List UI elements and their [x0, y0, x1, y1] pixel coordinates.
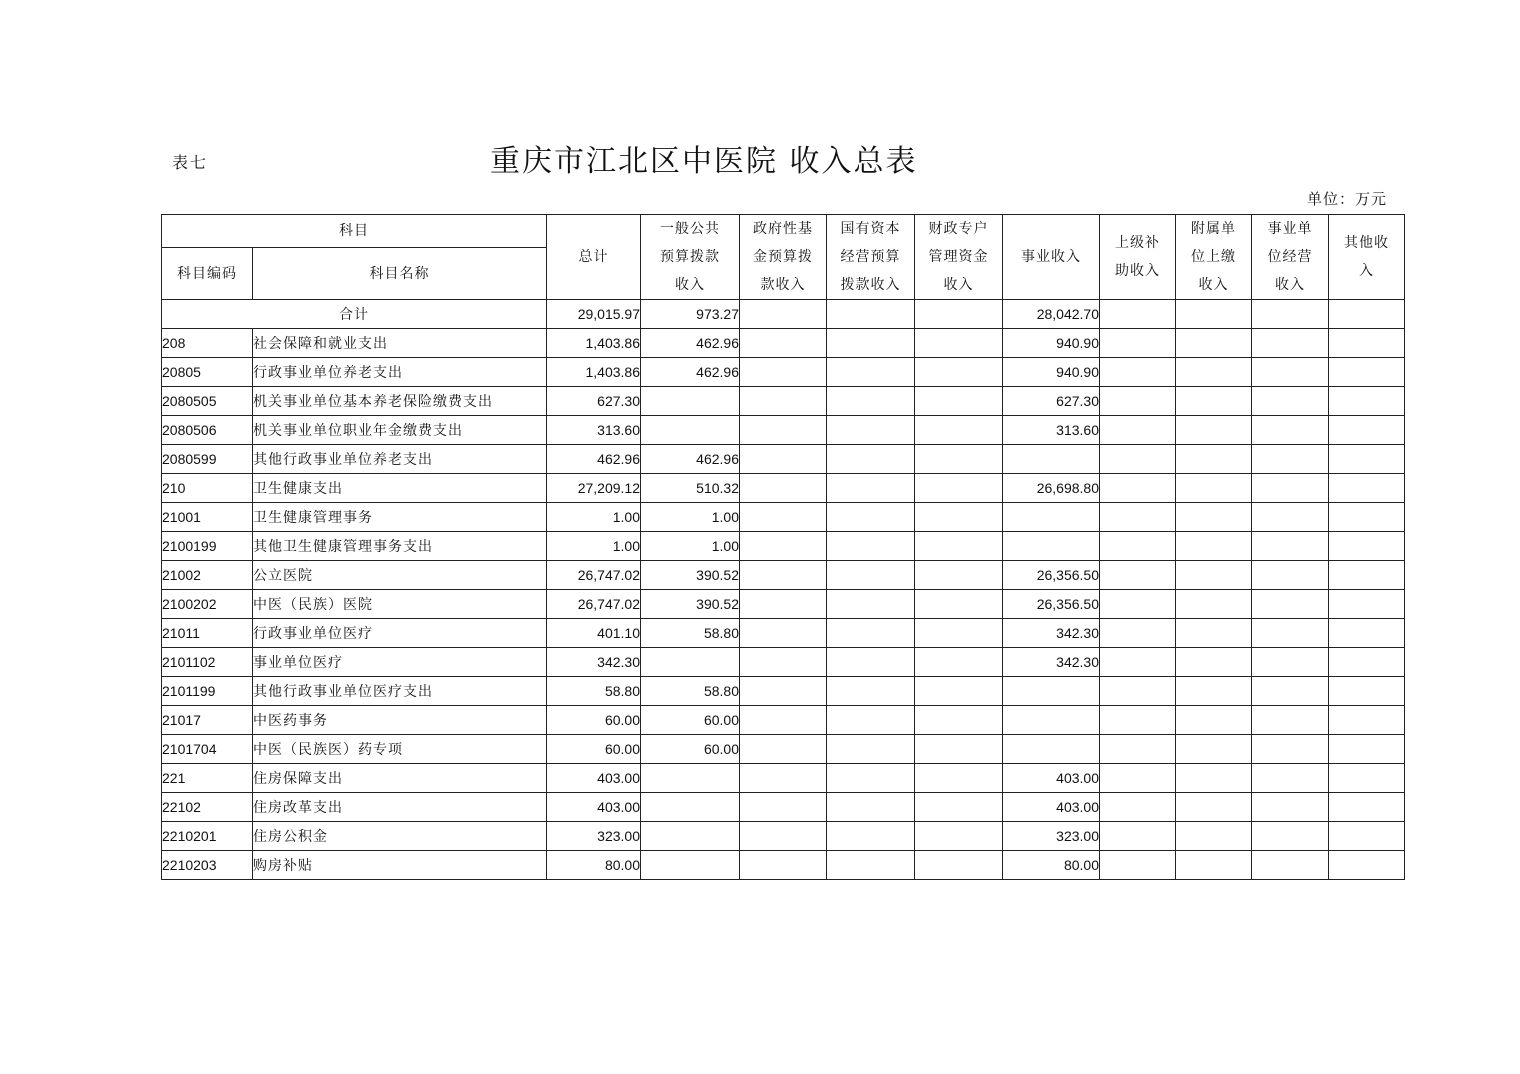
cell-operation [1252, 735, 1329, 764]
cell-business: 342.30 [1003, 648, 1100, 677]
cell-affiliated [1176, 474, 1252, 503]
subject-name-cell: 社会保障和就业支出 [253, 329, 547, 358]
cell-operation [1252, 706, 1329, 735]
cell-gov-fund [740, 735, 827, 764]
cell-total: 1,403.86 [547, 329, 641, 358]
cell-superior-subsidy [1100, 329, 1176, 358]
cell-operation [1252, 416, 1329, 445]
header-total: 总计 [547, 215, 641, 300]
cell-other [1329, 474, 1405, 503]
subject-code-cell: 2101704 [162, 735, 253, 764]
cell-special-fund [915, 445, 1003, 474]
subject-name-cell: 住房保障支出 [253, 764, 547, 793]
cell-general-budget: 390.52 [641, 561, 740, 590]
header-line: 收入 [1275, 277, 1305, 293]
header-line: 财政专户 [928, 221, 989, 237]
cell-other [1329, 590, 1405, 619]
cell-superior-subsidy [1100, 677, 1176, 706]
cell-state-capital [827, 329, 915, 358]
cell-operation [1252, 561, 1329, 590]
cell-state-capital [827, 474, 915, 503]
cell-special-fund [915, 532, 1003, 561]
subject-code-cell: 2100199 [162, 532, 253, 561]
cell-other [1329, 648, 1405, 677]
cell-general-budget [641, 387, 740, 416]
header-line: 经营预算 [840, 249, 901, 265]
header-business: 事业收入 [1003, 215, 1100, 300]
cell-superior-subsidy [1100, 358, 1176, 387]
table-row [162, 358, 1405, 387]
header-line: 拨款收入 [840, 277, 901, 293]
cell-business: 342.30 [1003, 619, 1100, 648]
cell-gov-fund [740, 648, 827, 677]
cell-state-capital [827, 677, 915, 706]
cell-other [1329, 677, 1405, 706]
cell-general-budget: 510.32 [641, 474, 740, 503]
cell-state-capital [827, 561, 915, 590]
header-superior-subsidy [1100, 215, 1176, 300]
cell-state-capital [827, 735, 915, 764]
cell-general-budget: 1.00 [641, 532, 740, 561]
cell-other [1329, 387, 1405, 416]
cell-superior-subsidy [1100, 822, 1176, 851]
cell-gov-fund [740, 532, 827, 561]
subject-name-cell: 住房公积金 [253, 822, 547, 851]
table-row [162, 793, 1405, 822]
cell-affiliated [1176, 329, 1252, 358]
cell-affiliated [1176, 735, 1252, 764]
cell-state-capital [827, 532, 915, 561]
cell-other [1329, 329, 1405, 358]
report-title: 重庆市江北区中医院 收入总表 [490, 144, 918, 179]
cell-state-capital [827, 793, 915, 822]
cell-special-fund [915, 503, 1003, 532]
cell-business [1003, 532, 1100, 561]
cell-operation [1252, 822, 1329, 851]
cell-other [1329, 706, 1405, 735]
cell-superior-subsidy [1100, 735, 1176, 764]
subject-name-cell: 事业单位医疗 [253, 648, 547, 677]
header-affiliated [1176, 215, 1252, 300]
cell-general-budget: 60.00 [641, 735, 740, 764]
cell-gov-fund [740, 474, 827, 503]
cell-business: 26,698.80 [1003, 474, 1100, 503]
subject-name-cell: 卫生健康管理事务 [253, 503, 547, 532]
subject-name-cell: 行政事业单位医疗 [253, 619, 547, 648]
header-line: 金预算拨 [753, 249, 813, 265]
table-row [162, 445, 1405, 474]
cell-general-budget: 58.80 [641, 619, 740, 648]
subject-name-cell: 中医（民族）医院 [253, 590, 547, 619]
cell-general-budget: 58.80 [641, 677, 740, 706]
total-cell-general-budget: 973.27 [641, 300, 740, 329]
total-cell-business: 28,042.70 [1003, 300, 1100, 329]
header-line: 收入 [675, 277, 705, 293]
header-line: 一般公共 [660, 221, 720, 237]
cell-affiliated [1176, 445, 1252, 474]
header-state-capital [827, 215, 915, 300]
header-line: 事业单 [1267, 221, 1313, 237]
cell-superior-subsidy [1100, 416, 1176, 445]
cell-gov-fund [740, 851, 827, 880]
cell-special-fund [915, 387, 1003, 416]
cell-special-fund [915, 561, 1003, 590]
total-cell-gov-fund [740, 300, 827, 329]
cell-business: 403.00 [1003, 793, 1100, 822]
cell-gov-fund [740, 416, 827, 445]
cell-business: 940.90 [1003, 329, 1100, 358]
header-line: 位经营 [1267, 249, 1313, 265]
subject-code-cell: 2100202 [162, 590, 253, 619]
cell-state-capital [827, 764, 915, 793]
header-line: 位上缴 [1191, 249, 1236, 265]
cell-operation [1252, 358, 1329, 387]
subject-code-cell: 2101102 [162, 648, 253, 677]
total-cell-superior-subsidy [1100, 300, 1176, 329]
subject-name-cell: 其他行政事业单位医疗支出 [253, 677, 547, 706]
cell-gov-fund [740, 619, 827, 648]
cell-operation [1252, 329, 1329, 358]
subject-code-cell: 2101199 [162, 677, 253, 706]
header-name: 科目名称 [253, 248, 547, 300]
total-cell-special-fund [915, 300, 1003, 329]
cell-operation [1252, 503, 1329, 532]
cell-state-capital [827, 648, 915, 677]
subject-code-cell: 221 [162, 764, 253, 793]
cell-gov-fund [740, 387, 827, 416]
subject-name-cell: 机关事业单位基本养老保险缴费支出 [253, 387, 547, 416]
subject-code-cell: 21017 [162, 706, 253, 735]
cell-general-budget [641, 851, 740, 880]
header-line: 款收入 [760, 277, 806, 293]
header-line: 收入 [943, 277, 974, 293]
cell-general-budget [641, 648, 740, 677]
cell-gov-fund [740, 706, 827, 735]
total-cell-operation [1252, 300, 1329, 329]
cell-superior-subsidy [1100, 793, 1176, 822]
subject-name-cell: 公立医院 [253, 561, 547, 590]
header-line: 管理资金 [928, 249, 989, 265]
header-line: 助收入 [1115, 263, 1160, 279]
total-cell-state-capital [827, 300, 915, 329]
cell-superior-subsidy [1100, 532, 1176, 561]
header-gov-fund [740, 215, 827, 300]
cell-special-fund [915, 358, 1003, 387]
cell-general-budget: 462.96 [641, 329, 740, 358]
cell-affiliated [1176, 532, 1252, 561]
cell-operation [1252, 590, 1329, 619]
table-row [162, 706, 1405, 735]
total-cell-other [1329, 300, 1405, 329]
table-row [162, 474, 1405, 503]
cell-superior-subsidy [1100, 648, 1176, 677]
cell-other [1329, 764, 1405, 793]
cell-gov-fund [740, 793, 827, 822]
header-line: 收入 [1198, 277, 1229, 293]
cell-state-capital [827, 619, 915, 648]
cell-gov-fund [740, 358, 827, 387]
header-code: 科目编码 [162, 248, 253, 300]
subject-name-cell: 住房改革支出 [253, 793, 547, 822]
total-cell-total: 29,015.97 [547, 300, 641, 329]
cell-special-fund [915, 793, 1003, 822]
cell-superior-subsidy [1100, 387, 1176, 416]
cell-gov-fund [740, 764, 827, 793]
cell-business: 313.60 [1003, 416, 1100, 445]
header-line: 预算拨款 [660, 249, 720, 265]
cell-affiliated [1176, 822, 1252, 851]
cell-general-budget: 390.52 [641, 590, 740, 619]
cell-operation [1252, 619, 1329, 648]
cell-business [1003, 445, 1100, 474]
cell-business [1003, 735, 1100, 764]
cell-business: 403.00 [1003, 764, 1100, 793]
subject-code-cell: 2080599 [162, 445, 253, 474]
cell-general-budget [641, 793, 740, 822]
header-operation [1252, 215, 1329, 300]
cell-superior-subsidy [1100, 764, 1176, 793]
cell-business [1003, 503, 1100, 532]
cell-special-fund [915, 619, 1003, 648]
cell-general-budget [641, 416, 740, 445]
cell-gov-fund [740, 561, 827, 590]
cell-total: 313.60 [547, 416, 641, 445]
cell-superior-subsidy [1100, 706, 1176, 735]
header-special-fund [915, 215, 1003, 300]
cell-special-fund [915, 474, 1003, 503]
cell-affiliated [1176, 503, 1252, 532]
cell-total: 60.00 [547, 735, 641, 764]
table-row [162, 735, 1405, 764]
cell-state-capital [827, 503, 915, 532]
subject-code-cell: 20805 [162, 358, 253, 387]
cell-state-capital [827, 445, 915, 474]
cell-business: 26,356.50 [1003, 561, 1100, 590]
subject-name-cell: 中医药事务 [253, 706, 547, 735]
cell-gov-fund [740, 445, 827, 474]
cell-business: 940.90 [1003, 358, 1100, 387]
cell-state-capital [827, 416, 915, 445]
cell-total: 26,747.02 [547, 561, 641, 590]
subject-name-cell: 中医（民族医）药专项 [253, 735, 547, 764]
cell-state-capital [827, 706, 915, 735]
cell-special-fund [915, 416, 1003, 445]
cell-gov-fund [740, 822, 827, 851]
header-subject: 科目 [162, 215, 547, 248]
header-line: 上级补 [1115, 235, 1160, 251]
cell-affiliated [1176, 358, 1252, 387]
cell-total: 80.00 [547, 851, 641, 880]
header-general-budget [641, 215, 740, 300]
cell-operation [1252, 677, 1329, 706]
cell-affiliated [1176, 590, 1252, 619]
cell-business: 80.00 [1003, 851, 1100, 880]
cell-state-capital [827, 822, 915, 851]
cell-general-budget: 462.96 [641, 445, 740, 474]
cell-other [1329, 561, 1405, 590]
cell-special-fund [915, 851, 1003, 880]
cell-affiliated [1176, 387, 1252, 416]
table-row [162, 329, 1405, 358]
cell-special-fund [915, 329, 1003, 358]
cell-operation [1252, 445, 1329, 474]
subject-code-cell: 2210201 [162, 822, 253, 851]
cell-total: 403.00 [547, 764, 641, 793]
cell-gov-fund [740, 677, 827, 706]
cell-general-budget: 1.00 [641, 503, 740, 532]
unit-label: 单位：万元 [1306, 190, 1387, 208]
subject-code-cell: 21002 [162, 561, 253, 590]
subject-name-cell: 其他行政事业单位养老支出 [253, 445, 547, 474]
cell-special-fund [915, 822, 1003, 851]
table-row [162, 822, 1405, 851]
cell-other [1329, 416, 1405, 445]
cell-other [1329, 735, 1405, 764]
total-cell-affiliated [1176, 300, 1252, 329]
table-row [162, 561, 1405, 590]
cell-total: 627.30 [547, 387, 641, 416]
cell-total: 1.00 [547, 503, 641, 532]
cell-special-fund [915, 735, 1003, 764]
cell-general-budget: 60.00 [641, 706, 740, 735]
cell-affiliated [1176, 648, 1252, 677]
subject-code-cell: 210 [162, 474, 253, 503]
subject-name-cell: 卫生健康支出 [253, 474, 547, 503]
cell-other [1329, 358, 1405, 387]
cell-affiliated [1176, 764, 1252, 793]
subject-code-cell: 21011 [162, 619, 253, 648]
total-row [162, 300, 1405, 329]
cell-total: 58.80 [547, 677, 641, 706]
subject-name-cell: 购房补贴 [253, 851, 547, 880]
cell-general-budget [641, 822, 740, 851]
cell-other [1329, 851, 1405, 880]
total-label: 合计 [162, 300, 547, 329]
cell-total: 60.00 [547, 706, 641, 735]
cell-affiliated [1176, 619, 1252, 648]
subject-code-cell: 2080506 [162, 416, 253, 445]
table-row [162, 619, 1405, 648]
cell-operation [1252, 387, 1329, 416]
subject-name-cell: 其他卫生健康管理事务支出 [253, 532, 547, 561]
cell-gov-fund [740, 503, 827, 532]
subject-code-cell: 22102 [162, 793, 253, 822]
cell-superior-subsidy [1100, 503, 1176, 532]
cell-gov-fund [740, 590, 827, 619]
cell-total: 26,747.02 [547, 590, 641, 619]
header-line: 附属单 [1191, 221, 1236, 237]
cell-operation [1252, 851, 1329, 880]
cell-state-capital [827, 387, 915, 416]
cell-general-budget [641, 764, 740, 793]
cell-state-capital [827, 358, 915, 387]
cell-operation [1252, 648, 1329, 677]
subject-name-cell: 行政事业单位养老支出 [253, 358, 547, 387]
cell-affiliated [1176, 677, 1252, 706]
header-line: 国有资本 [840, 221, 901, 237]
cell-superior-subsidy [1100, 619, 1176, 648]
cell-total: 462.96 [547, 445, 641, 474]
cell-business [1003, 677, 1100, 706]
cell-special-fund [915, 677, 1003, 706]
subject-code-cell: 2210203 [162, 851, 253, 880]
cell-special-fund [915, 764, 1003, 793]
cell-gov-fund [740, 329, 827, 358]
cell-operation [1252, 474, 1329, 503]
cell-business: 627.30 [1003, 387, 1100, 416]
subject-code-cell: 208 [162, 329, 253, 358]
table-row [162, 503, 1405, 532]
cell-special-fund [915, 706, 1003, 735]
cell-other [1329, 445, 1405, 474]
cell-affiliated [1176, 416, 1252, 445]
cell-superior-subsidy [1100, 445, 1176, 474]
header-line: 其他收 [1344, 235, 1389, 251]
subject-name-cell: 机关事业单位职业年金缴费支出 [253, 416, 547, 445]
cell-other [1329, 793, 1405, 822]
cell-total: 342.30 [547, 648, 641, 677]
table-row [162, 764, 1405, 793]
header-line: 政府性基 [753, 221, 813, 237]
table-number: 表七 [172, 153, 209, 172]
cell-total: 403.00 [547, 793, 641, 822]
header-other [1329, 215, 1405, 300]
cell-operation [1252, 793, 1329, 822]
subject-code-cell: 21001 [162, 503, 253, 532]
table-row [162, 648, 1405, 677]
cell-total: 401.10 [547, 619, 641, 648]
cell-superior-subsidy [1100, 561, 1176, 590]
cell-affiliated [1176, 793, 1252, 822]
cell-general-budget: 462.96 [641, 358, 740, 387]
table-row [162, 590, 1405, 619]
table-row [162, 677, 1405, 706]
cell-total: 323.00 [547, 822, 641, 851]
cell-business: 323.00 [1003, 822, 1100, 851]
cell-affiliated [1176, 561, 1252, 590]
cell-superior-subsidy [1100, 474, 1176, 503]
cell-state-capital [827, 851, 915, 880]
table-row [162, 532, 1405, 561]
cell-superior-subsidy [1100, 851, 1176, 880]
income-summary-table [161, 214, 1405, 880]
header-line: 入 [1359, 263, 1374, 279]
subject-code-cell: 2080505 [162, 387, 253, 416]
table-row [162, 851, 1405, 880]
cell-total: 1.00 [547, 532, 641, 561]
cell-affiliated [1176, 706, 1252, 735]
cell-special-fund [915, 590, 1003, 619]
cell-total: 27,209.12 [547, 474, 641, 503]
table-row [162, 416, 1405, 445]
cell-superior-subsidy [1100, 590, 1176, 619]
cell-affiliated [1176, 851, 1252, 880]
cell-operation [1252, 764, 1329, 793]
cell-special-fund [915, 648, 1003, 677]
cell-other [1329, 822, 1405, 851]
cell-state-capital [827, 590, 915, 619]
cell-business [1003, 706, 1100, 735]
cell-total: 1,403.86 [547, 358, 641, 387]
cell-other [1329, 503, 1405, 532]
cell-business: 26,356.50 [1003, 590, 1100, 619]
cell-operation [1252, 532, 1329, 561]
table-row [162, 387, 1405, 416]
cell-other [1329, 532, 1405, 561]
cell-other [1329, 619, 1405, 648]
